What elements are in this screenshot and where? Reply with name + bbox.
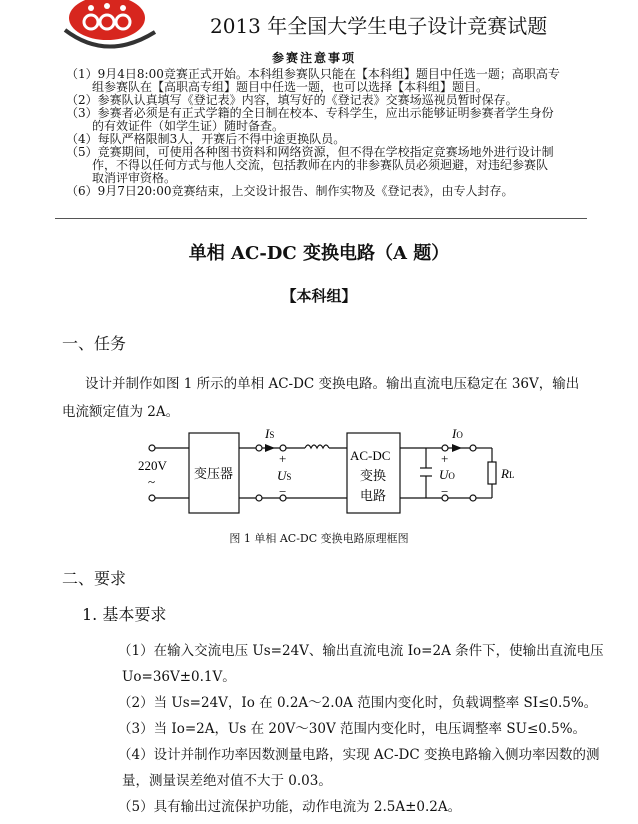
plus-sign: + <box>279 451 287 466</box>
notice-2: （2）参赛队认真填写《登记表》内容，填写好的《登记表》交赛场巡视员暂时保存。 <box>66 93 518 107</box>
task-heading: 一、任务 <box>62 334 127 353</box>
input-voltage-label: 220V <box>138 458 167 473</box>
requirement-2: （2）当 Us=24V，Io 在 0.2A～2.0A 范围内变化时，负载调整率 SI≤0.5%。 <box>118 695 598 711</box>
circuit-diagram <box>130 420 515 520</box>
problem-group: 【本科组】 <box>281 287 357 305</box>
converter-label-2: 变换 <box>360 468 387 483</box>
converter-label-3: 电路 <box>360 488 387 503</box>
basic-requirements-heading: 1. 基本要求 <box>82 605 167 624</box>
requirements-heading: 二、要求 <box>62 569 127 588</box>
requirement-1: （1）在输入交流电压 Us=24V、输出直流电流 Io=2A 条件下，使输出直流电压 Uo=36V±0.1V。 <box>118 643 604 685</box>
minus-sign: − <box>279 484 287 499</box>
requirements-list <box>118 638 604 820</box>
rl-label: RL <box>501 466 515 481</box>
divider <box>55 218 587 219</box>
notice-4: （4）每队严格限制3人，开赛后不得中途更换队员。 <box>66 132 346 146</box>
plus-sign: + <box>441 451 449 466</box>
minus-sign: − <box>441 484 449 499</box>
notice-heading: 参赛注意事项 <box>272 51 357 65</box>
transformer-label: 变压器 <box>194 466 234 481</box>
task-paragraph-line1: 设计并制作如图 1 所示的单相 AC-DC 变换电路。输出直流电压稳定在 36V，输出 <box>85 376 580 392</box>
task-paragraph-line2: 电流额定值为 2A。 <box>62 404 180 420</box>
notice-list <box>66 68 560 198</box>
notice-6: （6）9月7日20:00竞赛结束，上交设计报告、制作实物及《登记表》，由专人封存。 <box>66 184 514 198</box>
contest-title: 2013 年全国大学生电子设计竞赛试题 <box>210 14 548 38</box>
requirement-3: （3）当 Io=2A，Us 在 20V～30V 范围内变化时，电压调整率 SU≤0.5%。 <box>118 721 587 737</box>
converter-label-1: AC-DC <box>350 448 391 463</box>
us-label: US <box>277 468 292 483</box>
requirement-5: （5）具有输出过流保护功能，动作电流为 2.5A±0.2A。 <box>118 799 462 815</box>
requirement-4: （4）设计并制作功率因数测量电路，实现 AC-DC 变换电路输入侧功率因数的测 量，测量误差绝对值不大于 0.03。 <box>118 747 600 789</box>
figure-caption: 图 1 单相 AC-DC 变换电路原理框图 <box>229 532 409 545</box>
ac-symbol: ~ <box>148 474 156 489</box>
current-arrow-icon <box>265 444 275 452</box>
io-label: IO <box>452 426 463 441</box>
notice-5: （5）竞赛期间，可使用各种图书资料和网络资源，但不得在学校指定竞赛场地外进行设计制 作，不得以任何方式与他人交流，包括教师在内的非参赛队员必须迴避，对违纪参赛队 取消评审资格。 <box>66 145 554 185</box>
contest-logo <box>55 0 167 52</box>
uo-label: UO <box>439 467 455 482</box>
notice-1: （1）9月4日8:00竞赛正式开始。本科组参赛队只能在【本科组】题目中任选一题；高职高专 组参赛队在【高职高专组】题目中任选一题，也可以选择【本科组】题目。 <box>66 67 560 94</box>
problem-title: 单相 AC-DC 变换电路（A 题） <box>188 243 450 264</box>
current-arrow-icon <box>452 444 462 452</box>
is-label: IS <box>265 426 275 441</box>
notice-3: （3）参赛者必须是有正式学籍的全日制在校本、专科学生，应出示能够证明参赛者学生身份 的有效证件（如学生证）随时备查。 <box>66 106 554 133</box>
